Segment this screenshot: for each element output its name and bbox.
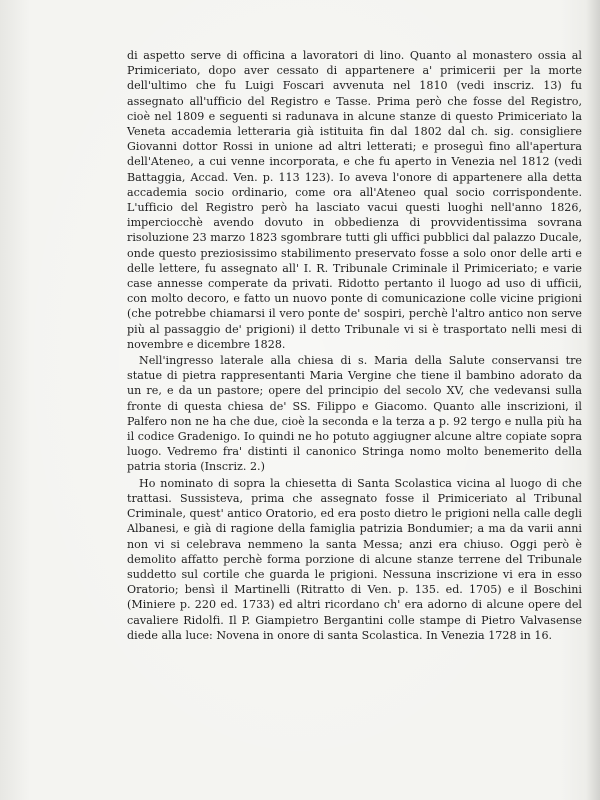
page-edge-shadow xyxy=(586,0,600,800)
body-text xyxy=(127,48,582,643)
paragraph-primiceriato: di aspetto serve di officina a lavoratori di lino. Quanto al monastero ossia al Primiceriato, dopo aver cessato di appartenere a' primicerii per la morte dell'ultimo che fu Luigi Foscari avvenuta nel 1810 (vedi inscriz. 13) fu assegnato all'ufficio del Registro e Tasse. Prima però che fosse del Registro, cioè nel 1809 e seguenti si radunava in alcune stanze di questo Primiceriato la Veneta accademia letteraria già istituita fin dal 1802 dal ch. sig. consigliere Giovanni dottor Rossi in unione ad altri letterati; e proseguì fino all'apertura dell'Ateneo, a cui venne incorporata, e che fu aperto in Venezia nel 1812 (vedi Battaggia, Accad. Ven. p. 113 123). Io aveva l'onore di appartenere alla detta accademia socio ordinario, come ora all'Ateneo qual socio corrispondente. L'ufficio del Registro però ha lasciato vacui questi luoghi nell'anno 1826, imperciocchè avendo dovuto in obbedienza di provvidentissima sovrana risoluzione 23 marzo 1823 sgombrare tutti gli uffici pubblici dal palazzo Ducale, onde questo preziosissimo stabilimento preservato fosse a solo onor delle arti e delle lettere, fu assegnato all' I. R. Tribunale Criminale il Primiceriato; e varie case annesse comperate da privati. Ridotto pertanto il luogo ad uso di ufficii, con molto decoro, e fatto un nuovo ponte di comunicazione colle vicine prigioni (che potrebbe chiamarsi il vero ponte de' sospiri, perchè l'altro antico non serve più al passaggio de' prigioni) il detto Tribunale vi si è trasportato nelli mesi di novembre e dicembre 1828. xyxy=(127,49,582,351)
paragraph-santa-scolastica: Ho nominato di sopra la chiesetta di Santa Scolastica vicina al luogo di che trattasi. Sussisteva, prima che assegnato fosse il Primiceriato al Tribunal Criminale, quest' antico Oratorio, ed era posto dietro le prigioni nella calle degli Albanesi, e già di ragione della famiglia patrizia Bondumier; a ma da varii anni non vi si celebrava nemmeno la santa Messa; anzi era chiuso. Oggi però è demolito affatto perchè forma porzione di alcune stanze terrene del Tribunale suddetto sul cortile che guarda le prigioni. Nessuna inscrizione vi era in esso Oratorio; bensì il Martinelli (Ritratto di Ven. p. 135. ed. 1705) e il Boschini (Miniere p. 220 ed. 1733) ed altri ricordano ch' era adorno di alcune opere del cavaliere Ridolfi. Il P. Giampietro Bergantini colle stampe di Pietro Valvasense diede alla luce: Novena in onore di santa Scolastica. In Venezia 1728 in 16. xyxy=(127,476,582,642)
paragraph-salute-statues: Nell'ingresso laterale alla chiesa di s. Maria della Salute conservansi tre statue di pietra rappresentanti Maria Vergine che tiene il bambino adorato da un re, e da un pastore; opere del principio del secolo XV, che vedevansi sulla fronte di questa chiesa de' SS. Filippo e Giacomo. Quanto alle inscrizioni, il Palfero non ne ha che due, cioè la seconda e la terza a p. 92 tergo e nulla più ha il codice Gradenigo. Io quindi ne ho potuto aggiugner alcune altre copiate sopra luogo. Vedremo fra' distinti il canonico Stringa nomo molto benemerito della patria storia (Inscriz. 2.) xyxy=(127,354,582,474)
